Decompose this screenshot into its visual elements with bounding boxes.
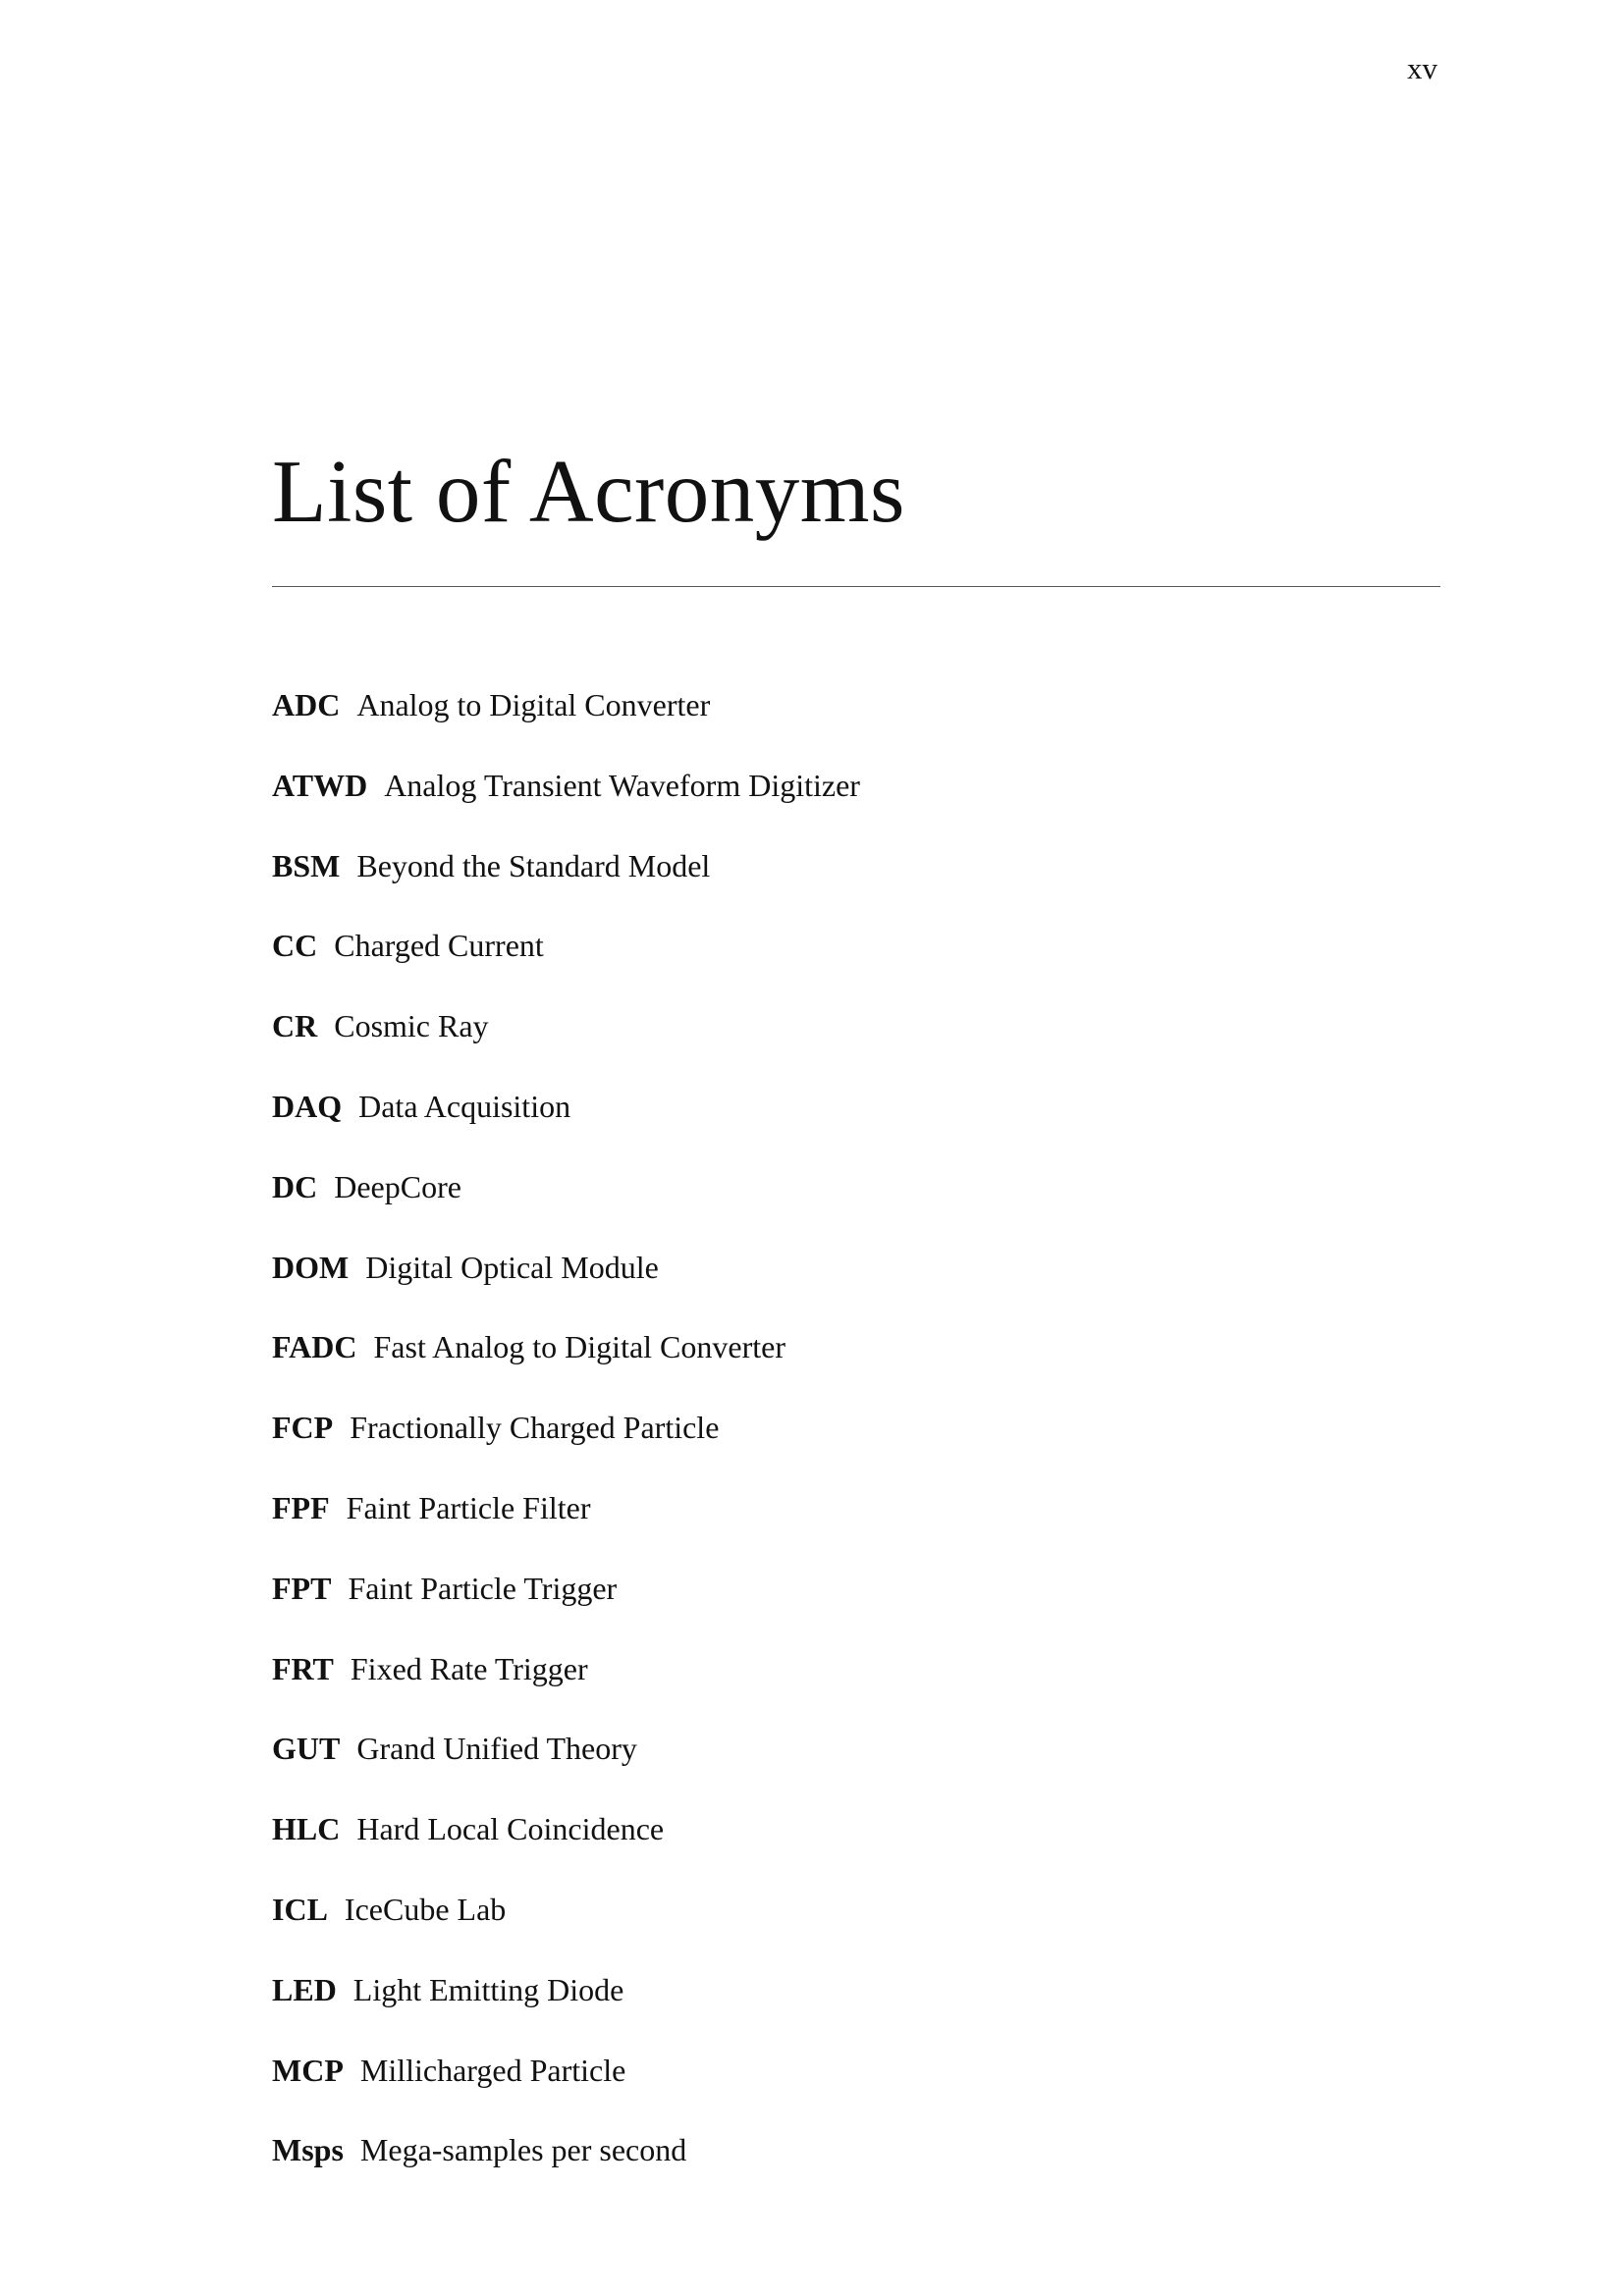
acronym-abbreviation: CR: [272, 1008, 318, 1044]
acronym-definition: Grand Unified Theory: [356, 1731, 637, 1767]
acronym-abbreviation: ADC: [272, 687, 341, 722]
acronym-definition: Cosmic Ray: [334, 1008, 489, 1044]
acronym-definition: Fixed Rate Trigger: [350, 1650, 588, 1686]
acronym-definition: Fractionally Charged Particle: [350, 1410, 720, 1446]
acronym-entry: [272, 689, 860, 770]
acronym-definition: Hard Local Coincidence: [356, 1811, 665, 1847]
acronym-definition: Faint Particle Filter: [346, 1489, 591, 1525]
acronym-definition: Millicharged Particle: [359, 2052, 626, 2088]
acronym-entry: [272, 1891, 860, 1974]
acronym-definition: IceCube Lab: [344, 1891, 507, 1927]
acronym-abbreviation: Msps: [272, 2132, 344, 2168]
acronym-entry: [272, 2134, 860, 2215]
acronym-definition: DeepCore: [334, 1168, 461, 1204]
acronym-abbreviation: FPT: [272, 1570, 332, 1606]
acronym-abbreviation: DAQ: [272, 1088, 343, 1124]
acronym-entry: [272, 1813, 860, 1894]
acronym-entry: [272, 1249, 860, 1332]
acronym-definition: Charged Current: [334, 928, 544, 964]
acronym-abbreviation: DOM: [272, 1249, 350, 1285]
acronym-entry: [272, 1489, 860, 1573]
acronym-abbreviation: ATWD: [272, 767, 368, 803]
acronym-list: [272, 689, 860, 2215]
acronym-entry: [272, 847, 860, 931]
acronym-abbreviation: FCP: [272, 1410, 334, 1446]
acronym-definition: Analog to Digital Converter: [356, 687, 711, 722]
acronym-abbreviation: HLC: [272, 1811, 341, 1847]
acronym-entry: [272, 1971, 860, 2055]
acronym-definition: Analog Transient Waveform Digitizer: [384, 767, 860, 803]
acronym-abbreviation: BSM: [272, 847, 341, 883]
acronym-abbreviation: FRT: [272, 1650, 334, 1686]
title-divider: [272, 586, 1440, 587]
acronym-abbreviation: DC: [272, 1168, 318, 1204]
acronym-abbreviation: MCP: [272, 2052, 344, 2088]
acronym-abbreviation: LED: [272, 1971, 337, 2007]
acronym-definition: Faint Particle Trigger: [348, 1570, 618, 1606]
acronym-entry: [272, 1331, 860, 1412]
acronym-entry: [272, 1168, 860, 1252]
acronym-definition: Beyond the Standard Model: [356, 847, 711, 883]
acronym-definition: Digital Optical Module: [365, 1249, 659, 1285]
acronym-entry: [272, 1412, 860, 1492]
acronym-entry: [272, 930, 860, 1010]
acronym-entry: [272, 1088, 860, 1171]
acronym-abbreviation: FADC: [272, 1329, 357, 1365]
acronym-definition: Light Emitting Diode: [352, 1971, 624, 2007]
acronym-entry: [272, 1733, 860, 1813]
acronym-entry: [272, 1010, 860, 1091]
page-title: List of Acronyms: [272, 442, 905, 541]
acronym-abbreviation: ICL: [272, 1891, 328, 1927]
acronym-abbreviation: FPF: [272, 1489, 330, 1525]
acronym-entry: [272, 1650, 860, 1734]
acronym-definition: Data Acquisition: [358, 1088, 571, 1124]
acronym-definition: Fast Analog to Digital Converter: [373, 1329, 785, 1365]
acronym-definition: Mega-samples per second: [359, 2132, 687, 2168]
acronym-entry: [272, 2052, 860, 2135]
acronym-entry: [272, 767, 860, 850]
acronym-abbreviation: GUT: [272, 1731, 341, 1767]
page-number: xv: [1407, 51, 1437, 85]
acronym-abbreviation: CC: [272, 928, 318, 964]
acronym-entry: [272, 1570, 860, 1653]
